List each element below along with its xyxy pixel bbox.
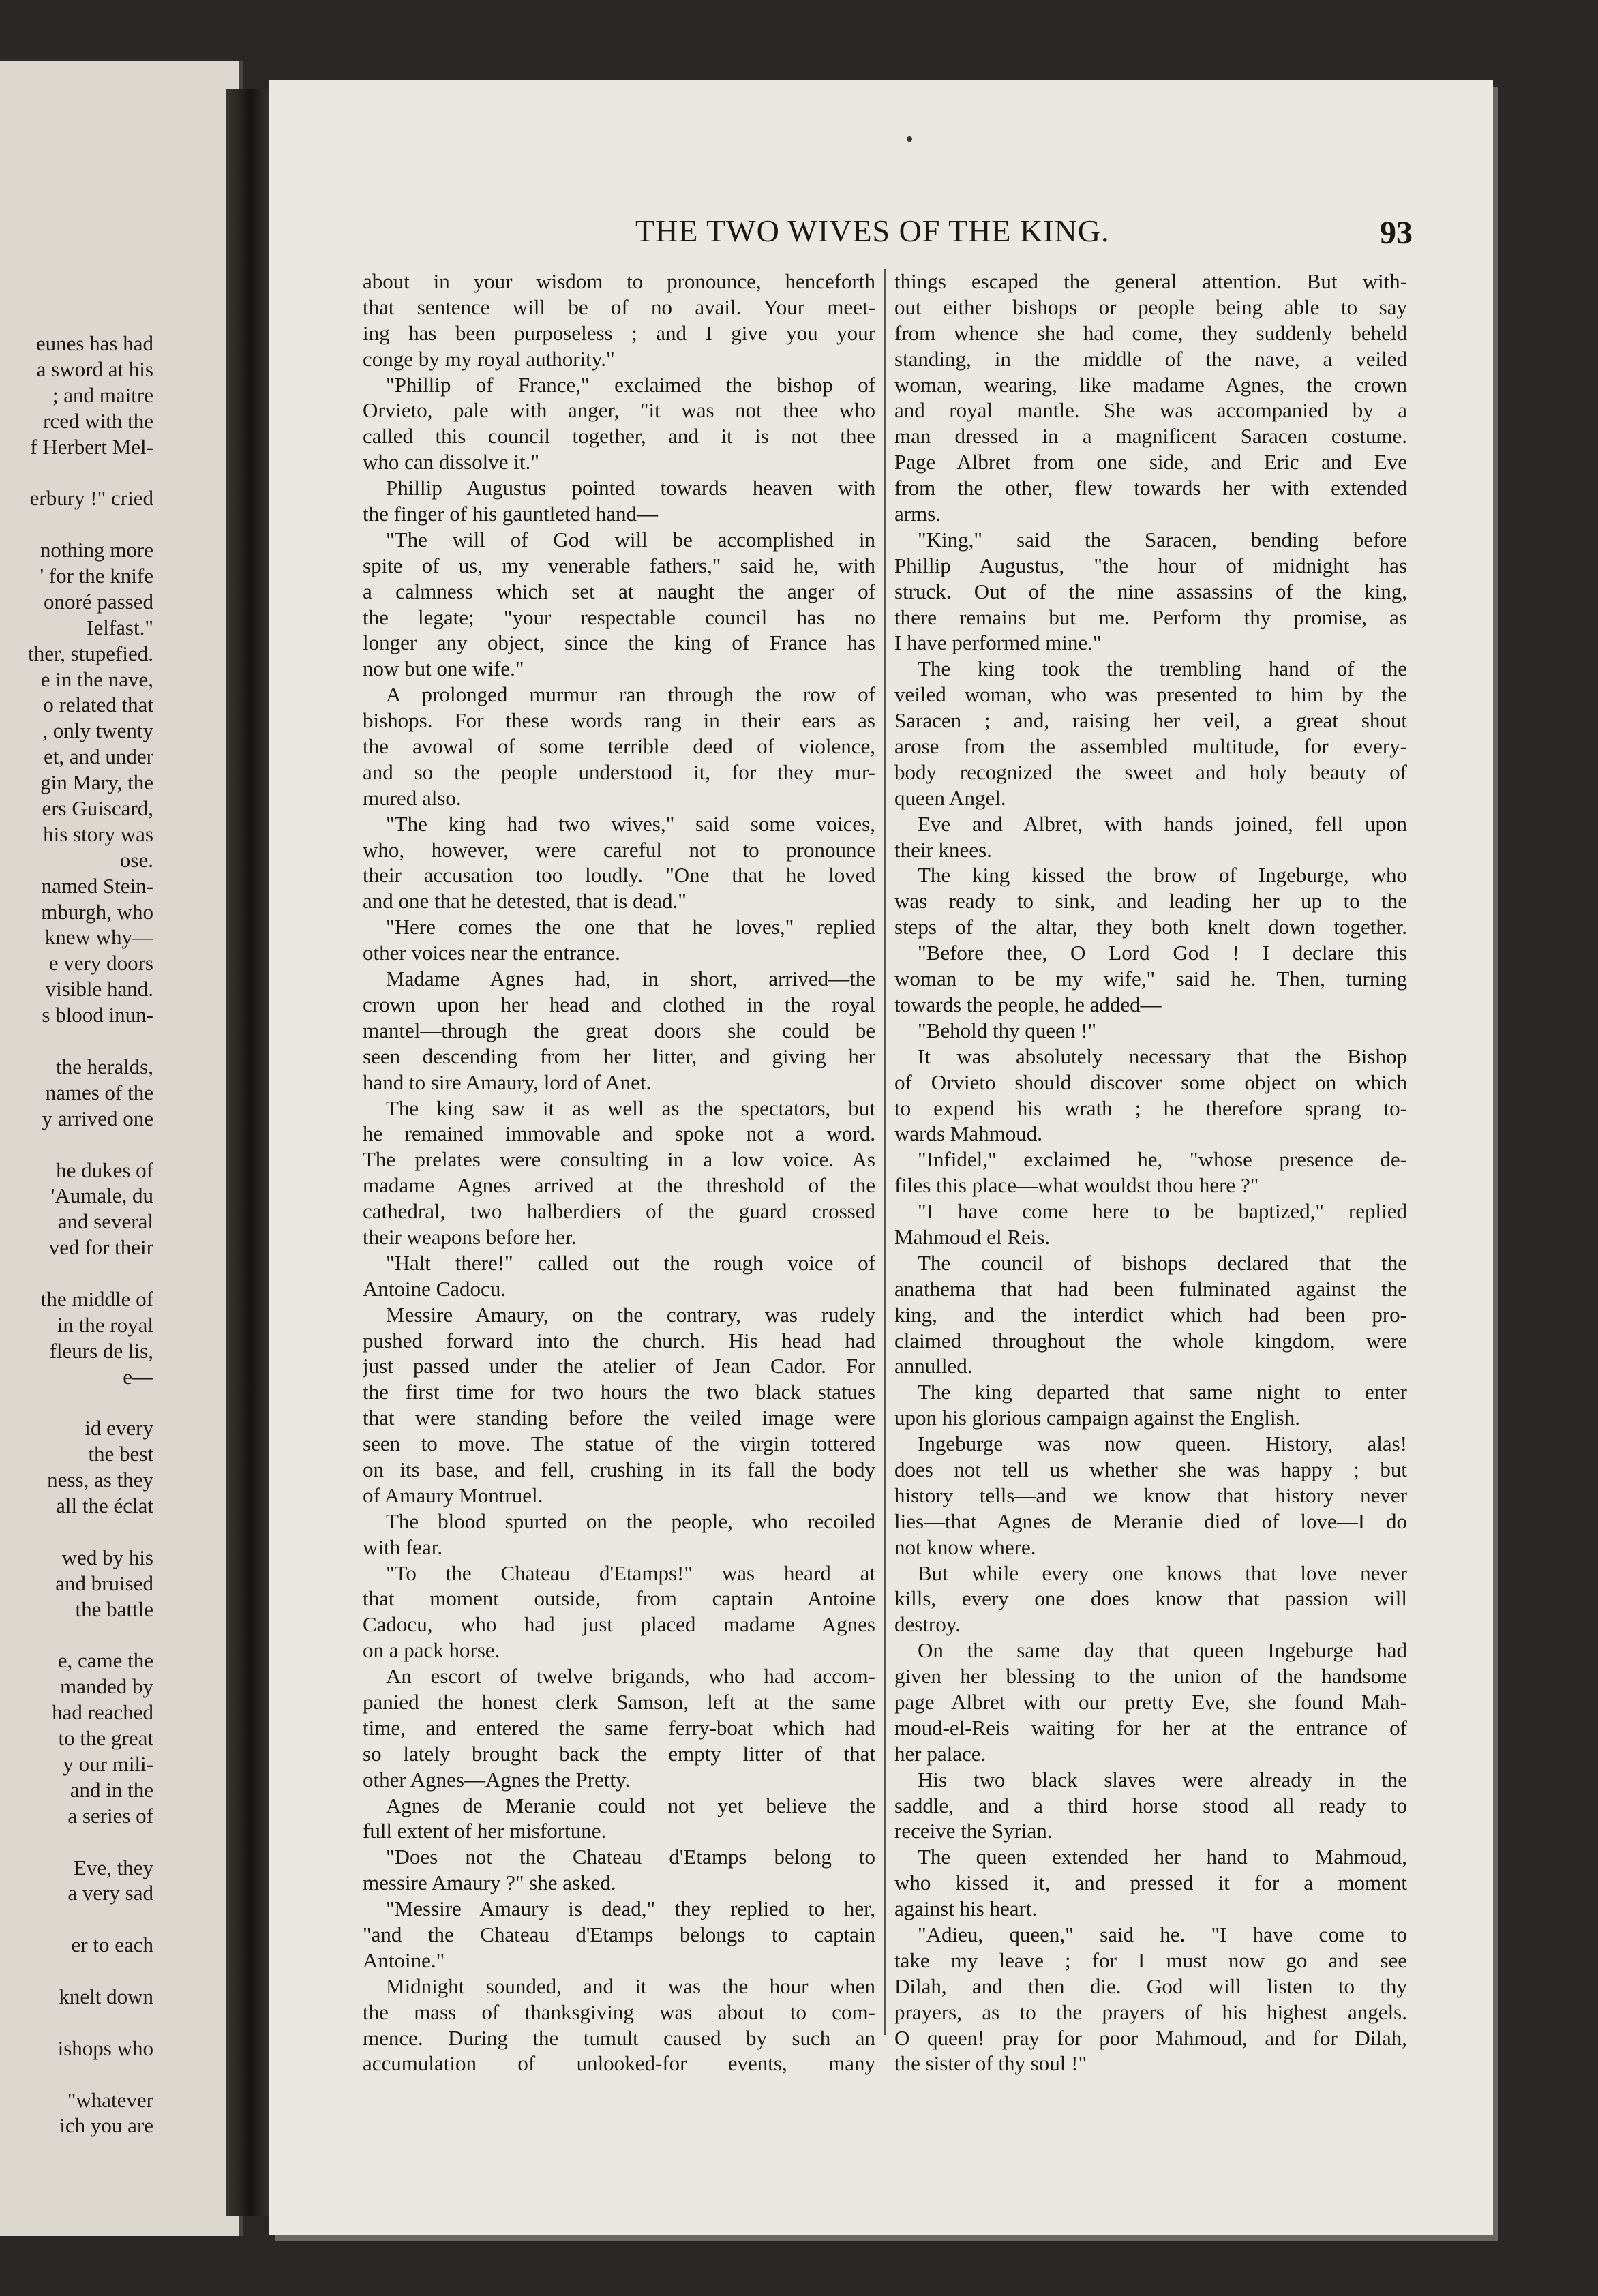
text-line: and so the people understood it, for they mur-: [363, 759, 875, 784]
text-line: "Infidel," exclaimed he, "whose presence de-: [918, 1147, 1407, 1172]
text-line: woman to be my wife," said he. Then, turning: [894, 967, 1407, 991]
text-line: take my leave ; for I must now go and see: [894, 1948, 1407, 1972]
text-line: Madame Agnes had, in short, arrived—the: [386, 967, 875, 991]
left-page-fragment: ved for their: [48, 1235, 153, 1260]
text-line: body recognized the sweet and holy beauty of: [894, 759, 1407, 784]
left-page-fragment: [0, 1132, 153, 1158]
text-line: things escaped the general attention. But with-: [894, 269, 1407, 293]
left-page-fragment: [0, 1028, 153, 1054]
text-line: receive the Syrian.: [894, 1819, 1053, 1843]
text-line: "Here comes the one that he loves," replied: [386, 915, 875, 939]
text-line: a calmness which set at naught the anger of: [363, 579, 875, 603]
text-line: the mass of thanksgiving was about to com-: [363, 1999, 875, 2024]
left-page-fragment: a sword at his: [36, 357, 153, 381]
text-line: from whence she had come, they suddenly beheld: [894, 320, 1407, 345]
left-page-fragment: [0, 1622, 153, 1648]
text-line: The blood spurted on the people, who recoiled: [386, 1509, 875, 1533]
text-line: "The king had two wives," said some voices,: [386, 811, 875, 836]
text-line: The queen extended her hand to Mahmoud,: [918, 1845, 1407, 1869]
text-line: against his heart.: [894, 1897, 1038, 1921]
left-page-fragment: ich you are: [59, 2113, 153, 2138]
text-line: of Amaury Montruel.: [363, 1483, 543, 1507]
text-line: just passed under the atelier of Jean Cador. For: [363, 1354, 875, 1378]
text-line: other Agnes—Agnes the Pretty.: [363, 1767, 631, 1792]
text-line: called this council together, and it is not thee: [363, 424, 875, 449]
text-line: "I have come here to be baptized," replied: [918, 1199, 1407, 1224]
text-line: was ready to sink, and leading her up to the: [894, 889, 1407, 913]
text-line: upon his glorious campaign against the English.: [894, 1406, 1300, 1430]
left-page-fragment: ther, stupefied.: [28, 641, 153, 665]
left-page-fragment: rced with the: [43, 408, 153, 433]
text-line: The king saw it as well as the spectators, but: [386, 1096, 875, 1120]
text-line: Mahmoud el Reis.: [894, 1224, 1051, 1249]
left-page-fragment: , only twenty: [42, 719, 153, 743]
left-page-fragment: and bruised: [55, 1571, 153, 1595]
left-page-fragment: he dukes of: [56, 1158, 153, 1182]
left-page-fragment: [0, 2061, 153, 2087]
text-line: their weapons before her.: [363, 1224, 577, 1249]
page-title: THE TWO WIVES OF THE KING.: [635, 213, 1110, 248]
text-line: annulled.: [894, 1354, 973, 1378]
text-line: "Before thee, O Lord God ! I declare this: [918, 941, 1407, 965]
left-page-fragment: eunes has had: [35, 331, 153, 355]
left-page-fragment: [0, 1906, 153, 1932]
left-page-fragment: the middle of: [40, 1286, 153, 1311]
text-line: anathema that had been fulminated against the: [894, 1276, 1407, 1301]
left-page-fragment: the heralds,: [56, 1054, 153, 1078]
text-line: conge by my royal authority.": [363, 346, 615, 371]
text-line: madame Agnes arrived at the threshold of the: [363, 1173, 875, 1198]
left-page-fragment: and several: [57, 1209, 153, 1234]
left-page-fragment: fleurs de lis,: [49, 1338, 153, 1363]
text-column-left: [363, 269, 875, 2076]
text-line: files this place—what wouldst thou here ?": [894, 1173, 1259, 1198]
left-page-fragment: manded by: [60, 1674, 153, 1699]
text-line: the avowal of some terrible deed of violence,: [363, 734, 875, 759]
text-line: so lately brought back the empty litter of that: [363, 1741, 875, 1766]
text-line: "The will of God will be accomplished in: [386, 527, 875, 552]
page-number: 93: [1380, 215, 1413, 251]
text-line: On the same day that queen Ingeburge had: [918, 1638, 1407, 1663]
left-page-fragment: id every: [85, 1416, 153, 1440]
left-page-fragment: [0, 1958, 153, 1984]
left-page-fragment: named Stein-: [41, 873, 153, 898]
text-line: Cadocu, who had just placed madame Agnes: [363, 1612, 875, 1637]
text-line: Midnight sounded, and it was the hour when: [386, 1974, 875, 1998]
text-line: spite of us, my venerable fathers," said he, with: [363, 553, 875, 577]
left-page-fragment: ishops who: [57, 2036, 153, 2060]
text-line: The council of bishops declared that the: [918, 1250, 1407, 1275]
left-page-fragment: 'Aumale, du: [50, 1183, 153, 1208]
text-line: O queen! pray for poor Mahmoud, and for Dilah,: [894, 2025, 1407, 2050]
left-page-fragment: and in the: [70, 1777, 153, 1802]
text-line: of Orvieto should discover some object on which: [894, 1070, 1407, 1094]
text-line: their knees.: [894, 837, 992, 862]
text-line: seen descending from her litter, and giving her: [363, 1044, 875, 1068]
text-line: not know where.: [894, 1535, 1036, 1559]
text-line: king, and the interdict which had been pro-: [894, 1302, 1407, 1327]
left-page-fragment: "whatever: [67, 2087, 153, 2112]
text-line: with fear.: [363, 1535, 443, 1559]
text-line: their accusation too loudly. "One that he loved: [363, 863, 875, 888]
left-page-fragment: wed by his: [61, 1545, 153, 1569]
running-header: [355, 213, 1418, 254]
text-line: that were standing before the veiled image were: [363, 1406, 875, 1430]
text-line: panied the honest clerk Samson, left at the same: [363, 1689, 875, 1714]
text-line: Antoine.": [363, 1948, 445, 1972]
text-line: that moment outside, from captain Antoine: [363, 1586, 875, 1611]
text-line: Page Albret from one side, and Eric and Eve: [894, 450, 1407, 474]
left-page: [0, 61, 243, 2236]
left-page-fragment: knew why—: [44, 925, 153, 950]
text-line: ing has been purposeless ; and I give you your: [363, 320, 875, 345]
left-page-fragment: names of the: [45, 1080, 153, 1104]
text-line: struck. Out of the nine assassins of the king,: [894, 579, 1407, 603]
text-line: "Messire Amaury is dead," they replied to her,: [386, 1897, 875, 1921]
text-line: A prolonged murmur ran through the row of: [386, 682, 875, 707]
text-line: about in your wisdom to pronounce, henceforth: [363, 269, 875, 293]
left-page-fragment: ' for the knife: [40, 564, 153, 588]
left-page-fragment: e—: [123, 1364, 153, 1389]
text-line: moud-el-Reis waiting for her at the entrance of: [894, 1715, 1407, 1740]
text-line: the legate; "your respectable council has no: [363, 605, 875, 629]
column-divider: [884, 269, 886, 2035]
ink-speck: [907, 136, 912, 142]
text-line: mantel—through the great doors she could be: [363, 1018, 875, 1042]
text-line: crown upon her head and clothed in the royal: [363, 992, 875, 1016]
left-page-fragment: the battle: [75, 1597, 153, 1621]
left-page-fragment: in the royal: [57, 1312, 153, 1337]
left-page-fragment: [0, 459, 153, 485]
text-line: "Does not the Chateau d'Etamps belong to: [386, 1845, 875, 1869]
text-line: who kissed it, and pressed it for a moment: [894, 1871, 1407, 1895]
text-line: does not tell us whether she was happy ; but: [894, 1457, 1407, 1481]
text-line: arose from the assembled multitude, for every-: [894, 734, 1407, 759]
text-line: mence. During the tumult caused by such an: [363, 2025, 875, 2050]
left-page-fragment: y our mili-: [63, 1751, 153, 1776]
text-line: full extent of her misfortune.: [363, 1819, 607, 1843]
text-line: Antoine Cadocu.: [363, 1276, 507, 1301]
left-page-fragment: ers Guiscard,: [42, 796, 153, 821]
text-line: the sister of thy soul !": [894, 2051, 1087, 2076]
text-line: time, and entered the same ferry-boat which had: [363, 1715, 875, 1740]
left-page-fragment: [0, 1260, 153, 1286]
text-line: Messire Amaury, on the contrary, was rudely: [386, 1302, 875, 1327]
left-page-fragment: e, came the: [57, 1648, 153, 1673]
text-line: the first time for two hours the two black statues: [363, 1380, 875, 1404]
left-page-fragment: s blood inun-: [42, 1003, 153, 1027]
left-page-fragment: ose.: [119, 847, 153, 872]
left-page-fragment: a series of: [67, 1803, 153, 1828]
left-page-fragment: Eve, they: [73, 1855, 153, 1879]
left-page-fragment: erbury !" cried: [29, 486, 153, 511]
text-line: her palace.: [894, 1741, 986, 1766]
text-line: Phillip Augustus, "the hour of midnight has: [894, 553, 1407, 577]
left-page-fragment: ness, as they: [47, 1468, 153, 1492]
text-line: messire Amaury ?" she asked.: [363, 1871, 616, 1895]
text-line: longer any object, since the king of France has: [363, 631, 875, 655]
left-page-fragment: y arrived one: [42, 1106, 153, 1130]
left-page-fragment: e in the nave,: [40, 667, 153, 691]
text-line: bishops. For these words rang in their ears as: [363, 708, 875, 733]
text-line: towards the people, he added—: [894, 992, 1162, 1016]
left-page-fragment: [0, 2010, 153, 2036]
text-line: queen Angel.: [894, 785, 1006, 810]
left-page-fragment: o related that: [43, 693, 153, 717]
left-page-fragment: all the éclat: [56, 1494, 153, 1518]
text-line: The king took the trembling hand of the: [918, 656, 1407, 681]
left-page-fragment: mburgh, who: [41, 899, 153, 924]
text-line: "To the Chateau d'Etamps!" was heard at: [386, 1560, 875, 1585]
left-page-text-fragments: [0, 331, 153, 2139]
text-line: page Albret with our pretty Eve, she found Mah-: [894, 1689, 1407, 1714]
text-line: Agnes de Meranie could not yet believe the: [386, 1793, 875, 1817]
left-page-fragment: visible hand.: [45, 977, 153, 1001]
text-line: and royal mantle. She was accompanied by a: [894, 398, 1407, 423]
text-line: "King," said the Saracen, bending before: [918, 527, 1407, 552]
text-line: seen to move. The statue of the virgin tottered: [363, 1432, 875, 1456]
text-line: now but one wife.": [363, 656, 524, 681]
text-line: prayers, as to the prayers of his highest angels.: [894, 1999, 1407, 2024]
left-page-fragment: to the great: [58, 1726, 153, 1751]
text-line: But while every one knows that love never: [918, 1560, 1407, 1585]
text-line: destroy.: [894, 1612, 961, 1637]
text-line: "and the Chateau d'Etamps belongs to captain: [363, 1922, 875, 1946]
left-page-fragment: the best: [88, 1442, 153, 1466]
text-column-right: [894, 269, 1407, 2076]
left-page-fragment: er to each: [71, 1933, 153, 1957]
text-line: lies—that Agnes de Meranie died of love—I do: [894, 1509, 1407, 1533]
text-line: saddle, and a third horse stood all ready to: [894, 1793, 1407, 1817]
text-line: and one that he detested, that is dead.": [363, 889, 687, 913]
text-line: Orvieto, pale with anger, "it was not thee who: [363, 398, 875, 423]
text-line: arms.: [894, 502, 941, 526]
text-line: Dilah, and then die. God will listen to thy: [894, 1974, 1407, 1998]
text-line: pushed forward into the church. His head had: [363, 1328, 875, 1353]
text-line: It was absolutely necessary that the Bishop: [918, 1044, 1407, 1068]
text-line: that sentence will be of no avail. Your meet-: [363, 294, 875, 319]
text-line: steps of the altar, they both knelt down together.: [894, 915, 1407, 939]
left-page-fragment: [0, 1519, 153, 1545]
text-line: cathedral, two halberdiers of the guard crossed: [363, 1199, 875, 1224]
left-page-fragment: Ielfast.": [87, 615, 153, 639]
text-line: An escort of twelve brigands, who had accom-: [386, 1664, 875, 1689]
text-line: who can dissolve it.": [363, 450, 539, 474]
text-line: "Halt there!" called out the rough voice of: [386, 1250, 875, 1275]
text-line: man dressed in a magnificent Saracen costume.: [894, 424, 1407, 449]
text-line: given her blessing to the union of the handsome: [894, 1664, 1407, 1689]
text-line: on its base, and fell, crushing in its fall the body: [363, 1457, 875, 1481]
text-line: wards Mahmoud.: [894, 1121, 1042, 1146]
text-line: other voices near the entrance.: [363, 941, 620, 965]
left-page-fragment: onoré passed: [44, 589, 153, 614]
text-line: claimed throughout the whole kingdom, were: [894, 1328, 1407, 1353]
text-line: kills, every one does know that passion will: [894, 1586, 1407, 1611]
left-page-fragment: his story was: [43, 821, 153, 846]
text-line: "Phillip of France," exclaimed the bishop of: [386, 372, 875, 397]
left-page-fragment: had reached: [52, 1700, 153, 1725]
left-page-fragment: nothing more: [40, 538, 153, 562]
text-line: Saracen ; and, raising her veil, a great shout: [894, 708, 1407, 733]
left-page-fragment: f Herbert Mel-: [30, 434, 153, 459]
left-page-fragment: et, and under: [44, 744, 153, 769]
text-line: The king departed that same night to enter: [918, 1380, 1407, 1404]
left-page-fragment: ; and maitre: [52, 382, 153, 407]
left-page-fragment: [0, 511, 153, 537]
text-line: His two black slaves were already in the: [918, 1767, 1407, 1792]
text-line: The king kissed the brow of Ingeburge, who: [918, 863, 1407, 888]
text-line: mured also.: [363, 785, 462, 810]
left-page-fragment: [0, 1829, 153, 1855]
text-line: from the other, flew towards her with extended: [894, 476, 1407, 500]
text-line: Phillip Augustus pointed towards heaven with: [386, 476, 875, 500]
text-line: I have performed mine.": [894, 631, 1102, 655]
text-line: he remained immovable and spoke not a word.: [363, 1121, 875, 1146]
text-line: "Adieu, queen," said he. "I have come to: [918, 1922, 1407, 1946]
text-line: history tells—and we know that history never: [894, 1483, 1407, 1507]
text-line: out either bishops or people being able to say: [894, 294, 1407, 319]
text-line: on a pack horse.: [363, 1638, 500, 1663]
text-line: to expend his wrath ; he therefore sprang to-: [894, 1096, 1407, 1120]
text-line: standing, in the middle of the nave, a veiled: [894, 346, 1407, 371]
left-page-fragment: e very doors: [48, 951, 153, 976]
text-line: who, however, were careful not to pronounce: [363, 837, 875, 862]
text-line: hand to sire Amaury, lord of Anet.: [363, 1070, 652, 1094]
text-line: accumulation of unlooked-for events, many: [363, 2051, 875, 2076]
text-line: "Behold thy queen !": [918, 1018, 1097, 1042]
left-page-fragment: a very sad: [67, 1881, 153, 1905]
left-page-fragment: knelt down: [59, 1984, 153, 2008]
text-line: the finger of his gauntleted hand—: [363, 502, 659, 526]
text-line: Eve and Albret, with hands joined, fell upon: [918, 811, 1407, 836]
left-page-fragment: [0, 1390, 153, 1416]
text-line: Ingeburge was now queen. History, alas!: [918, 1432, 1407, 1456]
left-page-fragment: gin Mary, the: [40, 770, 153, 795]
text-line: woman, wearing, like madame Agnes, the crown: [894, 372, 1407, 397]
text-line: veiled woman, who was presented to him by the: [894, 682, 1407, 707]
text-line: The prelates were consulting in a low voice. As: [363, 1147, 875, 1172]
text-line: there remains but me. Perform thy promise, as: [894, 605, 1407, 629]
